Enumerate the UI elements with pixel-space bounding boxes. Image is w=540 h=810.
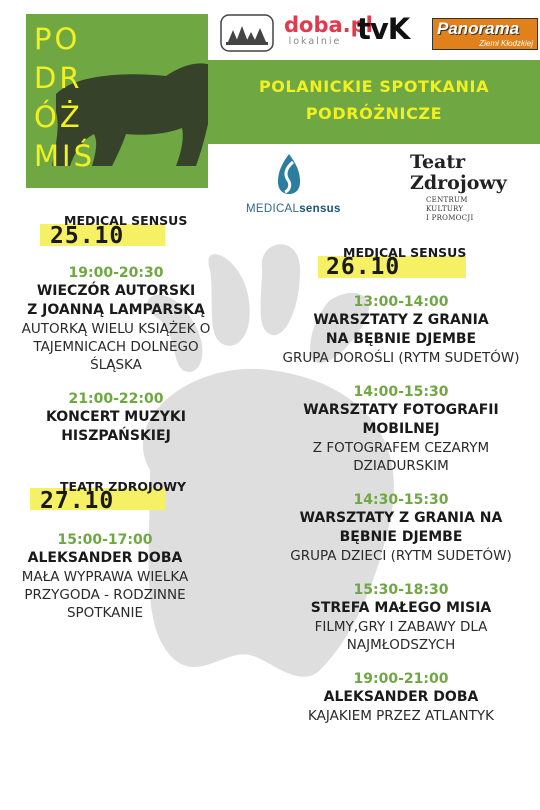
event-item <box>0 531 210 622</box>
event-title-line: PODRÓŻNICZE <box>305 104 443 123</box>
event-title: WARSZTATY Z GRANIA <box>313 312 489 328</box>
event-title: ALEKSANDER DOBA <box>323 689 479 705</box>
event-title: MOBILNEJ <box>362 421 440 437</box>
event-desc: FILMY,GRY I ZABAWY DLA <box>314 619 488 635</box>
bear-logo-box <box>26 14 208 188</box>
date-label: 25.10 <box>50 223 125 249</box>
event-title: STREFA MAŁEGO MISIA <box>310 600 492 616</box>
event-item <box>0 264 232 374</box>
event-time: 15:00-17:00 <box>57 532 153 548</box>
teatr-line1: Teatr <box>410 151 466 173</box>
event-item <box>262 293 540 367</box>
event-title: BĘBNIE DJEMBE <box>339 529 463 545</box>
event-item <box>262 491 540 565</box>
event-title-band <box>208 60 540 144</box>
event-desc: Z FOTOGRAFEM CEZARYM <box>312 440 490 456</box>
event-desc: DZIADURSKIM <box>353 458 449 474</box>
event-desc: GRUPA DOROŚLI (RYTM SUDETÓW) <box>282 350 520 366</box>
event-time: 19:00-20:30 <box>68 265 164 281</box>
logo-line: ÓŻ <box>34 100 83 134</box>
teatr-sub-line: KULTURY <box>426 205 464 213</box>
doba-logo <box>284 13 373 47</box>
day-events-27-10 <box>0 531 210 638</box>
event-time: 21:00-22:00 <box>68 391 164 407</box>
event-title: WARSZTATY Z GRANIA NA <box>299 510 503 526</box>
venue-label: MEDICAL SENSUS <box>343 245 467 260</box>
event-item <box>262 670 540 725</box>
forest-badge-icon <box>220 14 274 52</box>
medical-sensus-drop-icon <box>276 152 302 196</box>
medical-sensus-wordmark <box>246 203 341 215</box>
event-desc: PRZYGODA - RODZINNE <box>24 587 186 603</box>
logo-line: PO <box>34 22 81 56</box>
event-item <box>262 383 540 475</box>
date-label: 26.10 <box>326 254 401 280</box>
venue-label: MEDICAL SENSUS <box>64 213 188 228</box>
logo-line: MIŚ <box>34 139 95 173</box>
logo-letters <box>34 20 95 176</box>
event-time: 19:00-21:00 <box>353 671 449 687</box>
event-desc: NAJMŁODSZYCH <box>346 637 456 653</box>
event-desc: TAJEMNICACH DOLNEGO <box>33 339 199 355</box>
event-desc: GRUPA DZIECI (RYTM SUDETÓW) <box>290 548 512 564</box>
logo-line: DR <box>34 61 83 95</box>
event-title: Z JOANNĄ LAMPARSKĄ <box>27 302 205 318</box>
event-title: WARSZTATY FOTOGRAFII <box>303 402 499 418</box>
day-events-25-10 <box>0 264 232 462</box>
event-time: 14:30-15:30 <box>353 492 449 508</box>
event-item <box>0 390 232 446</box>
event-title: NA BĘBNIE DJEMBE <box>325 331 477 347</box>
event-desc: MAŁA WYPRAWA WIELKA <box>21 569 189 585</box>
event-time: 13:00-14:00 <box>353 294 449 310</box>
date-label: 27.10 <box>40 488 115 514</box>
event-title: KONCERT MUZYKI <box>46 409 186 425</box>
panorama-logo <box>432 18 538 50</box>
event-title: WIECZÓR AUTORSKI <box>36 283 196 299</box>
event-desc: AUTORKĄ WIELU KSIĄŻEK O <box>21 321 211 337</box>
teatr-line2: Zdrojowy <box>410 172 507 194</box>
panorama-sub: Ziemi Kłodzkiej <box>479 39 533 48</box>
event-desc: ŚLĄSKA <box>90 357 142 373</box>
event-desc: SPOTKANIE <box>66 605 144 621</box>
venue-label: TEATR ZDROJOWY <box>60 479 187 494</box>
event-title: HISZPAŃSKIEJ <box>61 428 171 444</box>
event-time: 14:00-15:30 <box>353 384 449 400</box>
doba-name: doba.pl <box>284 13 373 37</box>
doba-tagline: lokalnie <box>288 36 342 47</box>
teatr-zdrojowy-logo <box>410 152 507 223</box>
event-item <box>262 581 540 654</box>
teatr-sub-line: I PROMOCJI <box>426 214 474 222</box>
event-title: ALEKSANDER DOBA <box>27 550 183 566</box>
panorama-name: Panorama <box>437 19 520 38</box>
event-title-line: POLANICKIE SPOTKANIA <box>258 77 490 96</box>
event-time: 15:30-18:30 <box>353 582 449 598</box>
teatr-sub-line: CENTRUM <box>426 196 468 204</box>
sensus-word: sensus <box>299 203 341 215</box>
tvk-logo: tvK <box>357 12 410 46</box>
event-desc: KAJAKIEM PRZEZ ATLANTYK <box>308 708 494 724</box>
day-events-26-10 <box>262 293 540 741</box>
medical-word: MEDICAL <box>246 203 300 215</box>
